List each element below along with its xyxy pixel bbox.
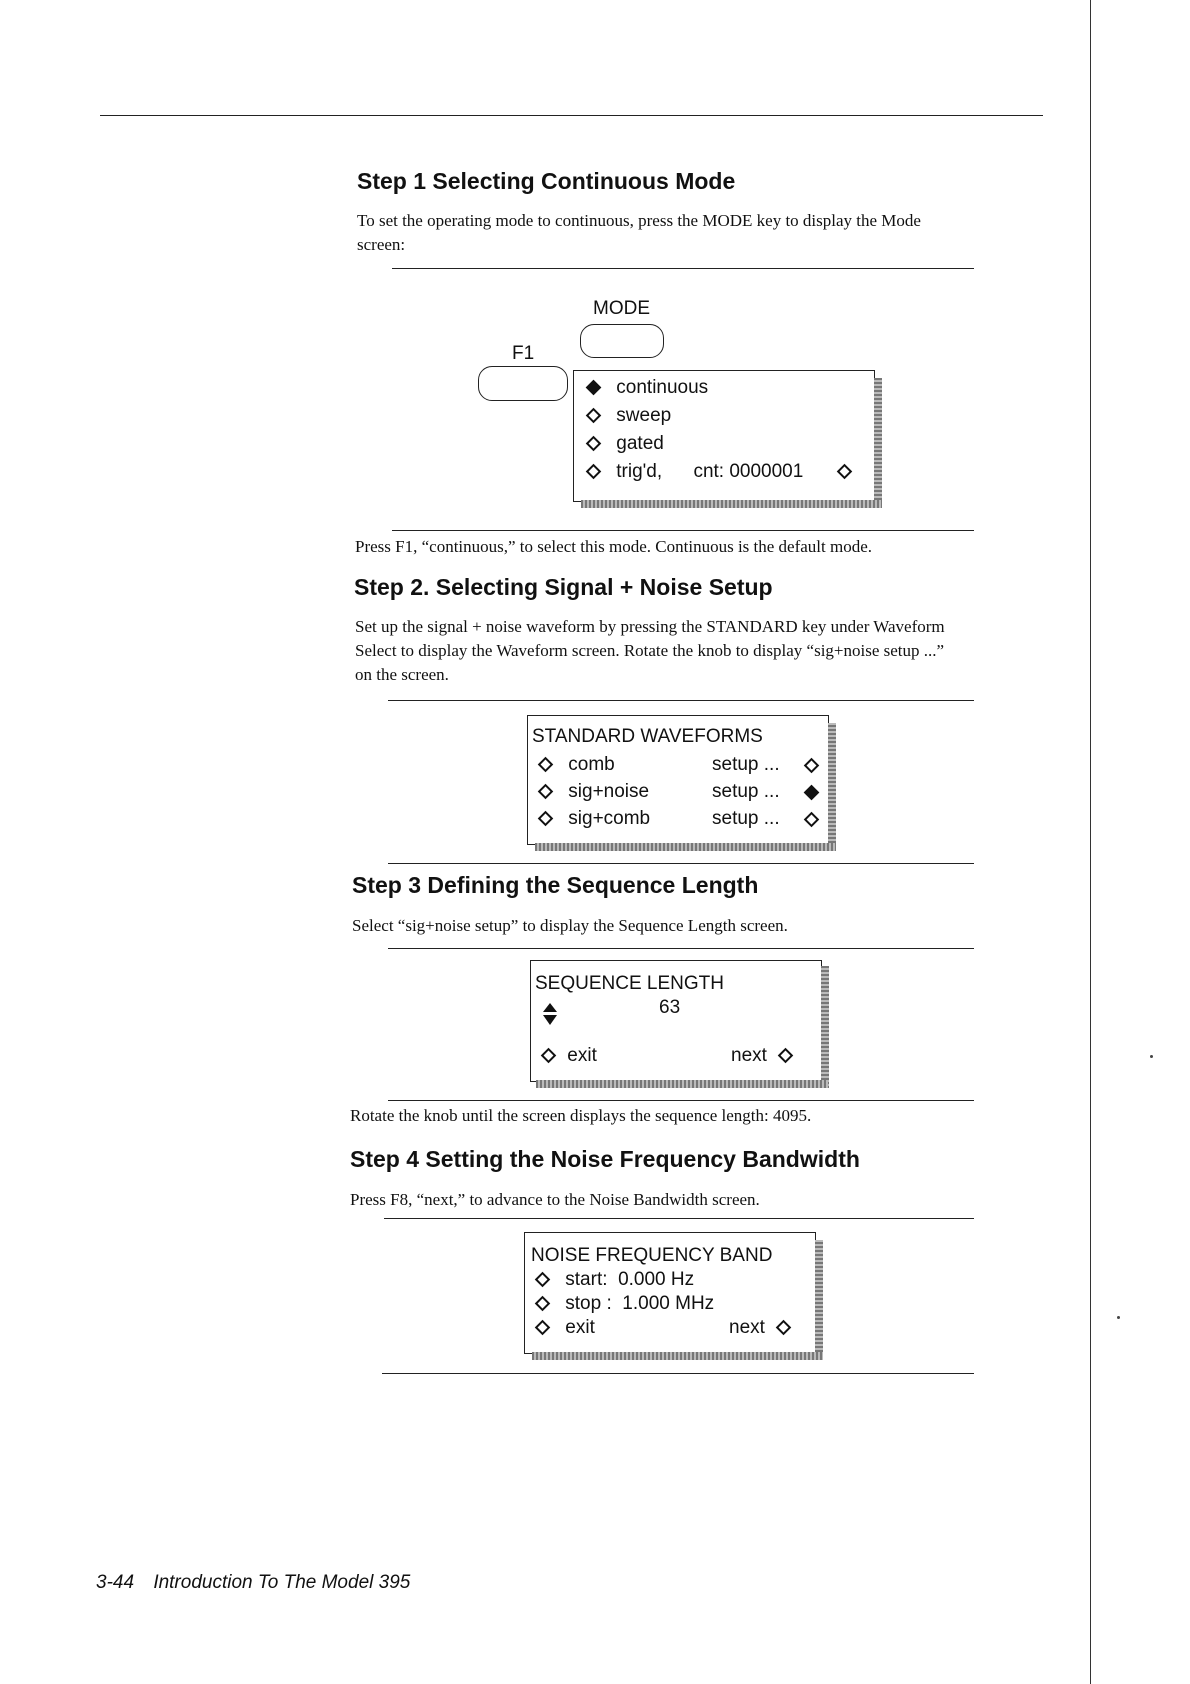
waveform-name: sig+comb	[568, 808, 651, 829]
document-title: Introduction To The Model 395	[153, 1572, 411, 1593]
start-frequency: start: 0.000 Hz	[565, 1269, 695, 1290]
next-label: next	[729, 1317, 765, 1338]
next-option[interactable]	[731, 1045, 791, 1067]
step1-intro-line1: To set the operating mode to continuous, press the MODE key to display the Mode	[357, 211, 921, 230]
hollow-diamond-icon	[836, 464, 852, 480]
scan-speck	[1117, 1316, 1120, 1319]
step3-figure-top-rule	[388, 948, 974, 949]
screen-shadow	[828, 723, 836, 851]
step1-figure-top-rule	[392, 268, 974, 269]
f1-key[interactable]	[478, 366, 568, 401]
screen-shadow	[536, 1080, 828, 1088]
exit-option[interactable]	[537, 1317, 595, 1339]
hollow-diamond-icon	[776, 1320, 792, 1336]
step3-heading: Step 3 Defining the Sequence Length	[352, 872, 759, 898]
step4-figure-top-rule	[384, 1218, 974, 1219]
screen-shadow	[821, 966, 829, 1088]
step1-intro-line2: screen:	[357, 235, 406, 254]
scan-speck	[1150, 1055, 1153, 1058]
hollow-diamond-icon	[804, 812, 820, 828]
step1-heading: Step 1 Selecting Continuous Mode	[357, 168, 736, 194]
hollow-diamond-icon	[586, 408, 602, 424]
stop-frequency: stop : 1.000 MHz	[565, 1293, 715, 1314]
waveform-setup: setup ...	[712, 754, 780, 775]
exit-option[interactable]	[543, 1045, 597, 1067]
mode-option-trigd[interactable]	[588, 461, 850, 483]
step3-figure-bottom-rule	[388, 1100, 974, 1101]
right-margin-line	[1090, 0, 1091, 1684]
next-option[interactable]	[729, 1317, 789, 1339]
hollow-diamond-icon	[804, 758, 820, 774]
hollow-diamond-icon	[778, 1048, 794, 1064]
mode-option-continuous[interactable]	[588, 377, 708, 399]
screen-heading: SEQUENCE LENGTH	[535, 973, 724, 994]
option-label: trig'd,	[616, 461, 663, 482]
hollow-diamond-icon	[535, 1272, 551, 1288]
step2-intro-line3: on the screen.	[355, 665, 449, 684]
screen-shadow	[535, 843, 836, 851]
f1-key-label: F1	[512, 343, 535, 364]
mode-option-gated[interactable]	[588, 433, 664, 455]
waveform-row-comb[interactable]	[540, 754, 820, 776]
waveform-row-sigcomb[interactable]	[540, 808, 820, 830]
step3-intro: Select “sig+noise setup” to display the Sequence Length screen.	[352, 916, 788, 935]
step2-figure-bottom-rule	[388, 863, 974, 864]
standard-waveforms-screen	[527, 715, 829, 845]
step1-intro	[357, 209, 1057, 257]
hollow-diamond-icon	[538, 811, 554, 827]
option-label: gated	[616, 433, 664, 454]
hollow-diamond-icon	[538, 757, 554, 773]
step2-intro-line1: Set up the signal + noise waveform by pressing the STANDARD key under Waveform	[355, 617, 945, 636]
waveform-setup: setup ...	[712, 781, 780, 802]
step3-caption: Rotate the knob until the screen displays the sequence length: 4095.	[350, 1106, 812, 1125]
hollow-diamond-icon	[541, 1048, 557, 1064]
page-number: 3-44	[96, 1572, 135, 1593]
screen-shadow	[532, 1352, 823, 1360]
step4-heading: Step 4 Setting the Noise Frequency Bandwidth	[350, 1146, 860, 1172]
sequence-length-value[interactable]: 63	[659, 997, 681, 1018]
filled-diamond-icon	[804, 785, 820, 801]
hollow-diamond-icon	[535, 1320, 551, 1336]
waveform-name: sig+noise	[568, 781, 650, 802]
hollow-diamond-icon	[586, 436, 602, 452]
hollow-diamond-icon	[586, 464, 602, 480]
mode-screen	[573, 370, 875, 502]
waveform-setup: setup ...	[712, 808, 780, 829]
sequence-length-screen	[530, 960, 822, 1082]
waveform-name: comb	[568, 754, 615, 775]
up-down-arrows-icon	[543, 1003, 557, 1025]
stop-frequency-field[interactable]	[537, 1293, 714, 1315]
mode-key[interactable]	[580, 324, 664, 358]
option-label: sweep	[616, 405, 672, 426]
screen-shadow	[874, 378, 882, 508]
step4-intro: Press F8, “next,” to advance to the Noise Bandwidth screen.	[350, 1190, 760, 1209]
screen-shadow	[815, 1240, 823, 1360]
exit-label: exit	[565, 1317, 595, 1338]
step2-intro	[355, 615, 1075, 687]
hollow-diamond-icon	[535, 1296, 551, 1312]
screen-heading: STANDARD WAVEFORMS	[532, 726, 763, 747]
hollow-diamond-icon	[538, 784, 554, 800]
step2-figure-top-rule	[388, 700, 974, 701]
noise-frequency-band-screen	[524, 1232, 816, 1354]
waveform-row-signoise[interactable]	[540, 781, 820, 803]
mode-key-label: MODE	[593, 298, 650, 319]
next-label: next	[731, 1045, 767, 1066]
option-label: continuous	[616, 377, 709, 398]
screen-heading: NOISE FREQUENCY BAND	[531, 1245, 773, 1266]
step2-intro-line2: Select to display the Waveform screen. Rotate the knob to display “sig+noise setup ...”	[355, 641, 945, 660]
trigger-count: cnt: 0000001	[693, 461, 804, 482]
step1-caption: Press F1, “continuous,” to select this mode. Continuous is the default mode.	[355, 537, 873, 556]
screen-shadow	[581, 500, 882, 508]
filled-diamond-icon	[586, 380, 602, 396]
top-rule	[100, 115, 1043, 116]
step4-figure-bottom-rule	[382, 1373, 974, 1374]
step2-heading: Step 2. Selecting Signal + Noise Setup	[354, 574, 773, 600]
step1-figure-bottom-rule	[392, 530, 974, 531]
start-frequency-field[interactable]	[537, 1269, 694, 1291]
mode-option-sweep[interactable]	[588, 405, 671, 427]
exit-label: exit	[567, 1045, 597, 1066]
page-footer	[96, 1572, 410, 1594]
